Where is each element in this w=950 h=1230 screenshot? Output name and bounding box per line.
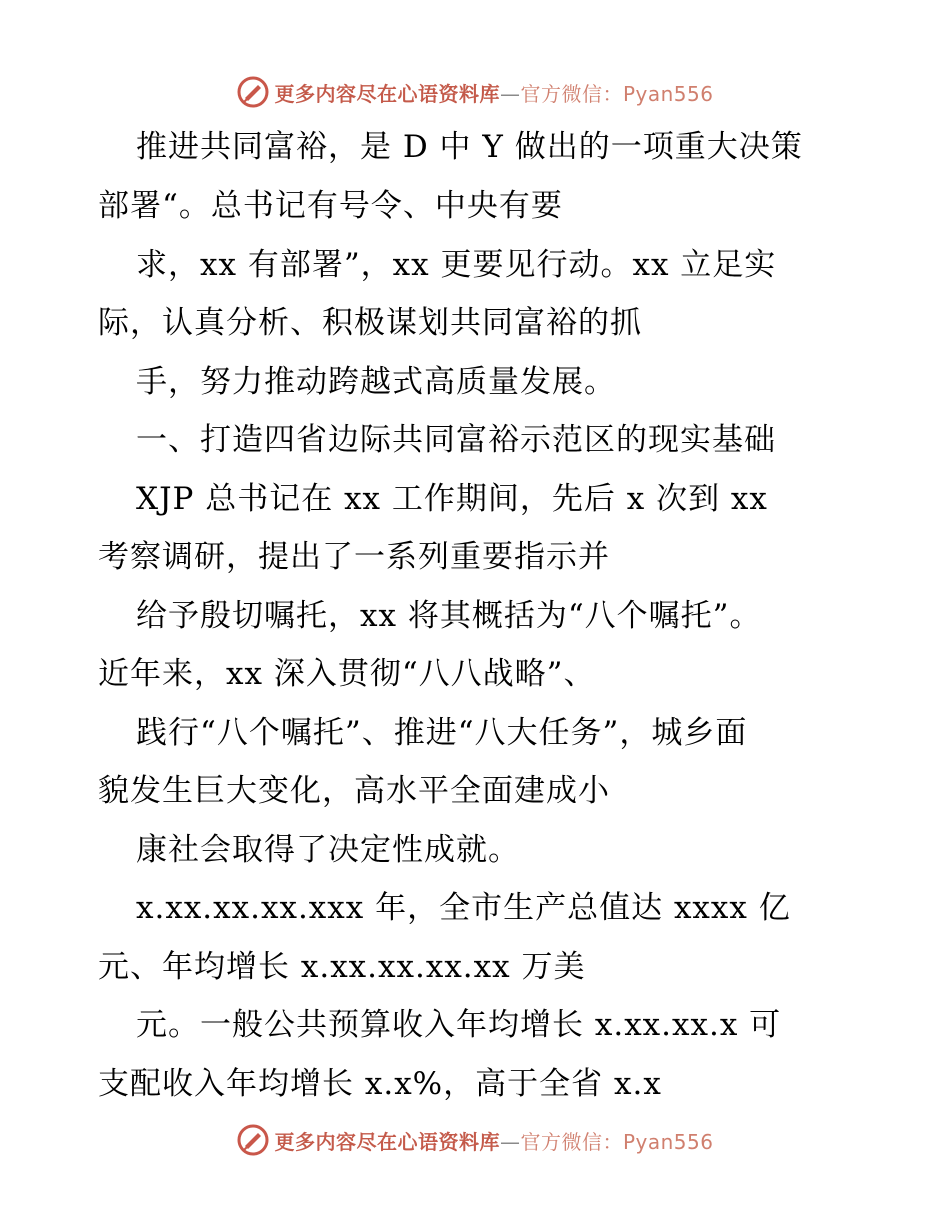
text-line: 给予殷切嘱托，xx 将其概括为“八个嘱托”。 bbox=[136, 598, 762, 634]
section-heading: 一、打造四省边际共同富裕示范区的现实基础 bbox=[136, 422, 776, 458]
text-line: XJP 总书记在 xx 工作期间，先后 x 次到 xx bbox=[136, 481, 768, 517]
text-line: 践行“八个嘱托”、推进“八大任务”，城乡面 bbox=[136, 715, 748, 751]
text-line: 貌发生巨大变化，高水平全面建成小 bbox=[98, 773, 610, 809]
text-line: 部署“。总书记有号令、中央有要 bbox=[98, 188, 563, 224]
watermark-separator: — bbox=[499, 1129, 521, 1154]
watermark-logo-icon bbox=[236, 1123, 270, 1157]
watermark-text bbox=[274, 1126, 713, 1155]
text-line: x.xx.xx.xx.xxx 年，全市生产总值达 xxxx 亿 bbox=[136, 890, 791, 926]
text-line: 支配收入年均增长 x.x%，高于全省 x.x bbox=[98, 1066, 662, 1102]
watermark-site: 更多内容尽在心语资料库 bbox=[274, 1129, 500, 1154]
watermark-separator: — bbox=[499, 81, 521, 106]
watermark-text bbox=[274, 78, 713, 107]
text-line: 元。一般公共预算收入年均增长 x.xx.xx.x 可 bbox=[136, 1007, 782, 1043]
text-line: 考察调研，提出了一系列重要指示并 bbox=[98, 539, 610, 575]
text-line: 际，认真分析、积极谋划共同富裕的抓 bbox=[98, 305, 642, 341]
text-line: 近年来，xx 深入贯彻“八八战略”、 bbox=[98, 656, 596, 692]
header-watermark bbox=[0, 72, 950, 112]
watermark-contact: 官方微信：Pyan556 bbox=[520, 1129, 714, 1154]
text-line: 推进共同富裕，是 D 中 Y 做出的一项重大决策 bbox=[136, 129, 803, 165]
watermark-site: 更多内容尽在心语资料库 bbox=[274, 81, 500, 106]
text-line: 康社会取得了决定性成就。 bbox=[136, 832, 520, 868]
text-line: 手，努力推动跨越式高质量发展。 bbox=[136, 364, 616, 400]
watermark-contact: 官方微信：Pyan556 bbox=[520, 81, 714, 106]
text-line: 元、年均增长 x.xx.xx.xx.xx 万美 bbox=[98, 949, 586, 985]
footer-watermark bbox=[0, 1120, 950, 1160]
watermark-logo-icon bbox=[236, 75, 270, 109]
text-line: 求，xx 有部署”，xx 更要见行动。xx 立足实 bbox=[136, 247, 777, 283]
